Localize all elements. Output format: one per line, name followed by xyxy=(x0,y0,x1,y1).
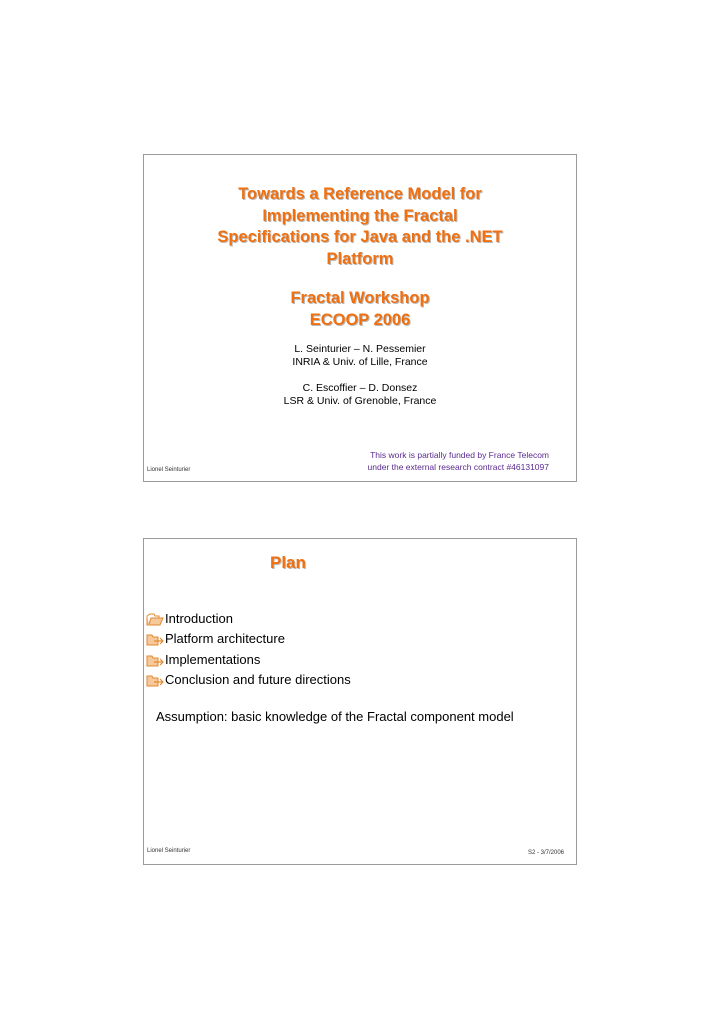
list-item xyxy=(146,605,351,626)
footer-author: Lionel Seinturier xyxy=(147,848,191,854)
list-item-label: Platform architecture xyxy=(165,631,285,646)
assumption-text: Assumption: basic knowledge of the Fractal component model xyxy=(156,709,514,724)
plan-list xyxy=(146,605,351,687)
open-folder-icon xyxy=(146,613,164,626)
footer-page-date: S2 - 3/7/2006 xyxy=(527,850,564,856)
subtitle-line: Fractal Workshop xyxy=(290,289,430,307)
list-item xyxy=(146,626,351,647)
title-line: Towards a Reference Model for xyxy=(238,185,482,203)
workshop-title xyxy=(144,288,576,331)
list-item-label: Introduction xyxy=(165,610,233,626)
author-block-lille xyxy=(144,343,576,368)
title-line: Platform xyxy=(326,249,394,268)
funding-line: under the external research contract #46131097 xyxy=(367,461,549,472)
author-affiliation: LSR & Univ. of Grenoble, France xyxy=(283,394,437,407)
footer-author: Lionel Seinturier xyxy=(147,467,191,473)
author-affiliation: INRIA & Univ. of Lille, France xyxy=(292,355,428,368)
list-item xyxy=(146,667,351,688)
title-line: Specifications for Java and the .NET xyxy=(217,228,503,246)
folder-arrow-icon xyxy=(146,654,164,667)
list-item-label: Conclusion and future directions xyxy=(165,672,351,687)
folder-arrow-icon xyxy=(146,674,164,687)
funding-note xyxy=(368,450,549,473)
list-item-label: Implementations xyxy=(165,651,261,667)
funding-line: This work is partially funded by France Telecom xyxy=(370,450,549,460)
slide-title xyxy=(144,184,576,270)
author-block-grenoble xyxy=(144,382,576,407)
author-names: L. Seinturier – N. Pessemier xyxy=(294,343,426,355)
plan-slide xyxy=(143,538,577,865)
author-names: C. Escoffier – D. Donsez xyxy=(302,382,418,394)
slide-title: Plan xyxy=(270,553,306,572)
folder-arrow-icon xyxy=(146,633,164,646)
title-slide xyxy=(143,154,577,482)
list-item xyxy=(146,646,351,667)
title-line: Implementing the Fractal xyxy=(262,206,458,225)
subtitle-line: ECOOP 2006 xyxy=(309,310,411,329)
